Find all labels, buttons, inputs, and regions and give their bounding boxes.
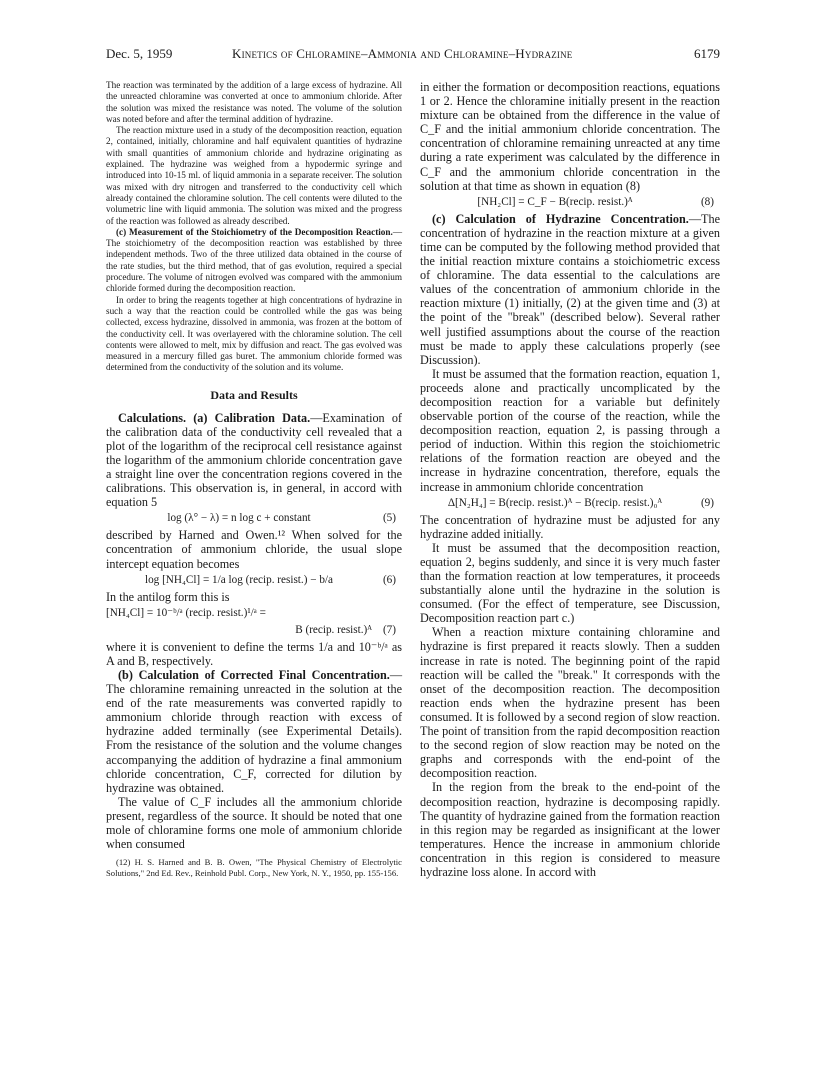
paragraph: The reaction was terminated by the addition of a large excess of hydrazine. All the unreacted chloramine was converted at once to ammonium chloride. After the solution was mixed the resistance was noted. The volume of the solution was noted before and after the terminal addition of hydrazine.: [106, 80, 402, 124]
paragraph: In order to bring the reagents together at high concentrations of hydrazine in such a way that the reaction could be controlled while the gas was being collected, excess hydrazine, dissolved in ammonia, was frozen at the bottom of the conductivity cell. It was overlayered with the chloramine solution. The cell contents were allowed to melt, mix by diffusion and react. The gas evolved was measured in a mercury filled gas buret. The ammonium chloride formed was determined from the conductivity of the solution and its volume.: [106, 294, 402, 373]
page-header: [106, 46, 720, 66]
subsection-heading: (c) Calculation of Hydrazine Concentration.: [432, 211, 689, 226]
paragraph: It must be assumed that the formation reaction, equation 1, proceeds alone and practically uncomplicated by the decomposition reaction for a variable but definitely observable portion of the course of the reaction, while the decomposition reaction, equation 2, is passing through a period of induction. Within this region the stoichiometric relations of the formation reaction are obeyed and the increase in hydrazine concentration, therefore, equals the increase in ammonium chloride concentration: [420, 366, 720, 494]
equation-number: (5): [382, 512, 396, 525]
equation-7-line-2: [106, 623, 402, 638]
results-text-continued: [420, 80, 720, 879]
equation-body: [NH₂Cl] = C_F − B(recip. resist.)ᴬ: [477, 195, 633, 208]
paragraph: When a reaction mixture containing chloramine and hydrazine is first prepared it reacts slowly. Then a sudden increase in rate is noted. The beginning point of the rapid reaction will be called the "break." It corresponds with the onset of the decomposition reaction. The decomposition reaction ends when the hydrazine present has been consumed. It is followed by a second region of slow reaction. The point of transition from the rapid decomposition reaction to the second region of slow reaction may be noted on the graphs and corresponds with the end-point of the decomposition reaction.: [420, 625, 720, 781]
running-title: Kinetics of Chloramine–Ammonia and Chloramine–Hydrazine: [232, 46, 573, 61]
paragraph: It must be assumed that the decomposition reaction, equation 2, begins suddenly, and since it is very much faster than the formation reaction at low temperatures, it proceeds substantially alone until the hydrazine in the solution is consumed. (For the effect of temperature, see Discussion, Decomposition reaction part c.): [420, 540, 720, 626]
paragraph-text: —The stoichiometry of the decomposition reaction was established by three independent methods. Two of the three utilized data obtained in the course of the rate studies, but the third method, that of gas evolution, required a special procedure. The volume of nitrogen evolved was compared with the ammonium chloride formed during the decomposition reaction.: [106, 226, 402, 294]
paragraph: In the antilog form this is: [106, 589, 230, 604]
paragraph-text: —Examination of the calibration data of the conductivity cell revealed that a plot of the logarithm of the reciprocal cell resistance against the logarithm of the ammonium chloride concentration gave a straight line over the concentration regions covered in the calibrations. This observation is, in general, in accord with equation 5: [106, 410, 402, 510]
equation-body: [NH₄Cl] = 10⁻ᵇ/ᵃ (recip. resist.)¹/ᵃ =: [106, 606, 266, 619]
paragraph-text: —The chloramine remaining unreacted in the solution at the end of the rate measurements was converted rapidly to ammonium chloride through reaction with excess of hydrazine added terminally (see Experimental Details). From the resistance of the solution and the volume changes accompanying the addition of hydrazine a final ammonium chloride concentration, C_F, corrected for dilution by hydrazine was obtained.: [106, 667, 402, 795]
equation-number: (7): [382, 623, 396, 636]
equation-body: log (λ° − λ) = n log c + constant: [167, 512, 311, 525]
paragraph: in either the formation or decomposition reactions, equations 1 or 2. Hence the chloramine initially present in the reaction mixture can be obtained from the difference in the value of C_F and the initial ammonium chloride concentration. The concentration of chloramine remaining unreacted at any time during a rate experiment was calculated by the difference in C_F and the ammonium chloride concentration in the solution at that time as shown in equation (8): [420, 80, 720, 193]
equation-number: (8): [700, 195, 714, 208]
section-title: Data and Results: [210, 387, 298, 402]
subsection-heading: Calculations. (a) Calibration Data.: [118, 410, 311, 425]
equation-5: [106, 511, 402, 526]
paragraph: [106, 411, 402, 510]
paragraph: The reaction mixture used in a study of the decomposition reaction, equation 2, contained, initially, chloramine and half equivalent quantities of hydrazine with small quantities of ammonium chloride and hydrazine originating as explained. The hydrazine was weighed from a hypodermic syringe and introduced into 10-15 ml. of liquid ammonia in a separate receiver. The solution was mixed with dry nitrogen and transferred to the conductivity cell which already contained the chloramine solution. The cell contents were diluted to the volumetric line with liquid ammonia. The solution was mixed and the progress of the reaction was followed as already described.: [106, 125, 402, 226]
paragraph: described by Harned and Owen.¹² When solved for the concentration of ammonium chloride, the usual slope intercept equation becomes: [106, 528, 402, 571]
subsection-heading: (c) Measurement of the Stoichiometry of the Decomposition Reaction.: [116, 226, 393, 237]
equation-body: log [NH₄Cl] = 1/a log (recip. resist.) − b/a: [144, 573, 334, 586]
paragraph: where it is convenient to define the terms 1/a and 10⁻ᵇ/ᵃ as A and B, respectively.: [106, 639, 402, 668]
issue-date: Dec. 5, 1959: [106, 46, 173, 61]
equation-6: [106, 573, 402, 588]
left-column: [106, 80, 402, 878]
equation-number: (9): [700, 496, 714, 509]
equation-7-line-1: [106, 606, 402, 621]
equation-body: B (recip. resist.)ᴬ: [295, 623, 372, 636]
equation-8: [420, 195, 720, 210]
equation-number: (6): [382, 573, 396, 586]
paragraph: [106, 668, 402, 795]
results-text: [106, 411, 402, 851]
footnote: (12) H. S. Harned and B. B. Owen, "The Physical Chemistry of Electrolytic Solutions," 2nd Ed. Rev., Reinhold Publ. Corp., New York, N. Y., 1950, pp. 155-156.: [106, 857, 402, 878]
experimental-small-text: [106, 80, 402, 374]
paragraph-text: —The concentration of hydrazine in the reaction mixture at a given time can be computed by the following method provided that the initial reaction mixture contains a stoichiometric excess of chloramine. The data essential to the calculations are values of the concentration of ammonium chloride in the reaction mixture (1) initially, (2) at the given time and (3) at the point of the "break" (described below). Several rather well justified assumptions about the course of the reaction must be made to apply these calculations properly (see Discussion).: [420, 211, 720, 367]
paragraph: [106, 227, 402, 295]
paragraph: The value of C_F includes all the ammonium chloride present, regardless of the source. It should be noted that one mole of chloramine forms one mole of ammonium chloride when consumed: [106, 794, 402, 852]
paragraph: [420, 212, 720, 367]
page-number: 6179: [694, 46, 720, 61]
paragraph: In the region from the break to the end-point of the decomposition reaction, hydrazine is decomposing rapidly. The quantity of hydrazine gained from the formation reaction in this region may be regarded as insignificant at the lower temperatures. Hence the increase in ammonium chloride concentration in this region is considered to measure hydrazine loss alone. In accord with: [420, 780, 720, 879]
right-column: [420, 80, 720, 879]
equation-9: [420, 496, 720, 511]
subsection-heading: (b) Calculation of Corrected Final Concentration.: [118, 667, 390, 682]
equation-body: Δ[N₂H₄] = B(recip. resist.)ᴬ − B(recip. resist.)₀ᴬ: [447, 496, 663, 509]
paragraph: The concentration of hydrazine must be adjusted for any hydrazine added initially.: [420, 512, 720, 541]
